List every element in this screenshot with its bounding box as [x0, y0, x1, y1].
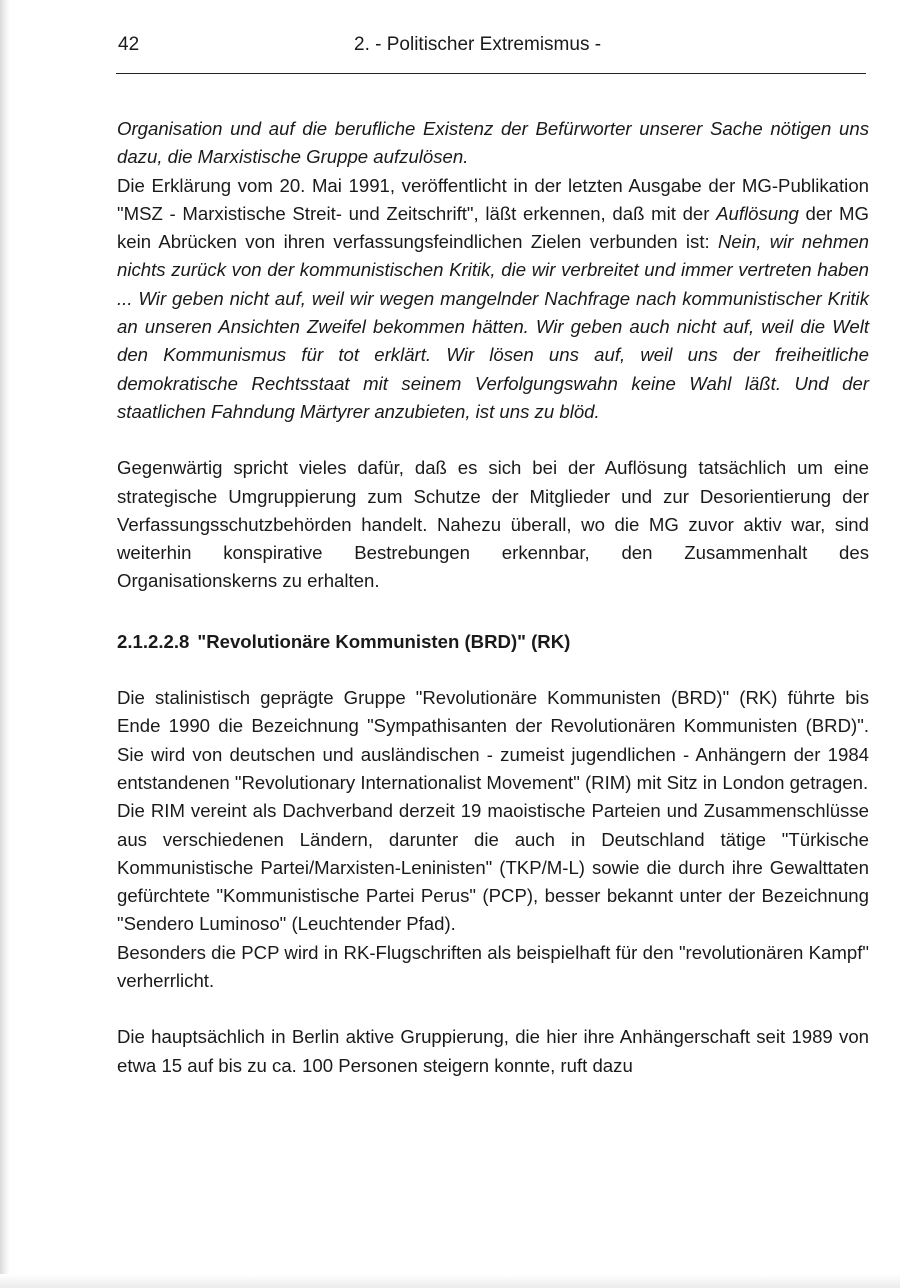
page-number: 42: [118, 34, 140, 55]
paragraph-pcp: Besonders die PCP wird in RK-Flugschriften als beispielhaft für den "revolutionären Kampf" verherrlicht.: [117, 941, 869, 992]
section-title: "Revolutionäre Kommunisten (BRD)" (RK): [197, 630, 571, 652]
scan-shadow-left: [0, 0, 10, 1288]
paragraph-spacer: [117, 995, 869, 1023]
italic-quote: Nein, wir nehmen nichts zurück von der kommunistischen Kritik, die wir verbreitet und immer vertreten haben ... Wir geben nicht auf, weil wir wegen mangelnder Nachfrage nach kommunistischer Kritik an unseren Ansichten Zweifel bekommen hätten. Wir geben auch nicht auf, weil die Welt den Kommunismus für tot erklärt. Wir lösen uns auf, weil uns der freiheitliche demokratische Rechtsstaat mit seinem Verfolgungswahn keine Wahl läßt. Und der staatlichen Fahndung Märtyrer anzubieten, ist uns zu blöd.: [117, 231, 870, 422]
italic-quote-intro: Organisation und auf die berufliche Existenz der Befürworter unserer Sache nötigen uns dazu, die Marxistische Gruppe aufzulösen.: [117, 118, 869, 168]
paragraph-spacer: [117, 656, 869, 684]
text-segment: der MG kein Abrücken von ihren verfassungsfeindlichen Zielen verbunden ist:: [117, 202, 869, 253]
running-title: 2. - Politischer Extremismus -: [354, 34, 602, 55]
paragraph-spacer: [117, 426, 869, 454]
paragraph-berlin: Die hauptsächlich in Berlin aktive Gruppierung, die hier ihre Anhängerschaft seit 1989 von etwa 15 auf bis zu ca. 100 Personen steigern konnte, ruft dazu: [117, 1026, 869, 1076]
paragraph-rim: Die RIM vereint als Dachverband derzeit 19 maoistische Parteien und Zusammenschlüsse aus verschiedenen Ländern, darunter die auch in Deutschland tätige "Türkische Kommunistische Partei/Marxisten-Leninisten" (TKP/M-L) sowie die durch ihre Gewalttaten gefürchtete "Kommunistische Partei Perus" (PCP), besser bekannt unter der Bezeichnung "Sendero Luminoso" (Leuchtender Pfad).: [117, 800, 869, 935]
paragraph-mg-dissolution: [117, 115, 869, 426]
scan-shadow-bottom: [0, 1274, 900, 1288]
paragraph-assessment: Gegenwärtig spricht vieles dafür, daß es sich bei der Auflösung tatsächlich um eine strategische Umgruppierung zum Schutze der Mitglieder und zur Desorientierung der Verfassungsschutzbehörden handelt. Nahezu überall, wo die MG zuvor aktiv war, sind weiterhin konspirative Bestrebungen erkennbar, den Zusammenhalt des Organisationskerns zu erhalten.: [117, 457, 869, 592]
paragraph-rk-intro: Die stalinistisch geprägte Gruppe "Revolutionäre Kommunisten (BRD)" (RK) führte bis Ende 1990 die Bezeichnung "Sympathisanten der Revolutionären Kommunisten (BRD)". Sie wird von deutschen und ausländischen - zumeist jugendlichen - Anhängern der 1984 entstandenen "Revolutionary Internationalist Movement" (RIM) mit Sitz in London getragen.: [117, 687, 869, 793]
page-body: [117, 115, 869, 1080]
header-divider: [116, 73, 866, 74]
section-number: 2.1.2.2.8: [117, 630, 190, 652]
text-segment: Die Erklärung vom 20. Mai 1991, veröffentlicht in der letzten Ausgabe der MG-Publikation "MSZ - Marxistische Streit- und Zeitschrift", läßt erkennen, daß mit der: [117, 174, 869, 224]
italic-term: Auflösung: [716, 202, 799, 224]
section-heading: [117, 628, 869, 656]
paragraph-spacer: [117, 596, 869, 628]
page-header: [118, 30, 868, 66]
